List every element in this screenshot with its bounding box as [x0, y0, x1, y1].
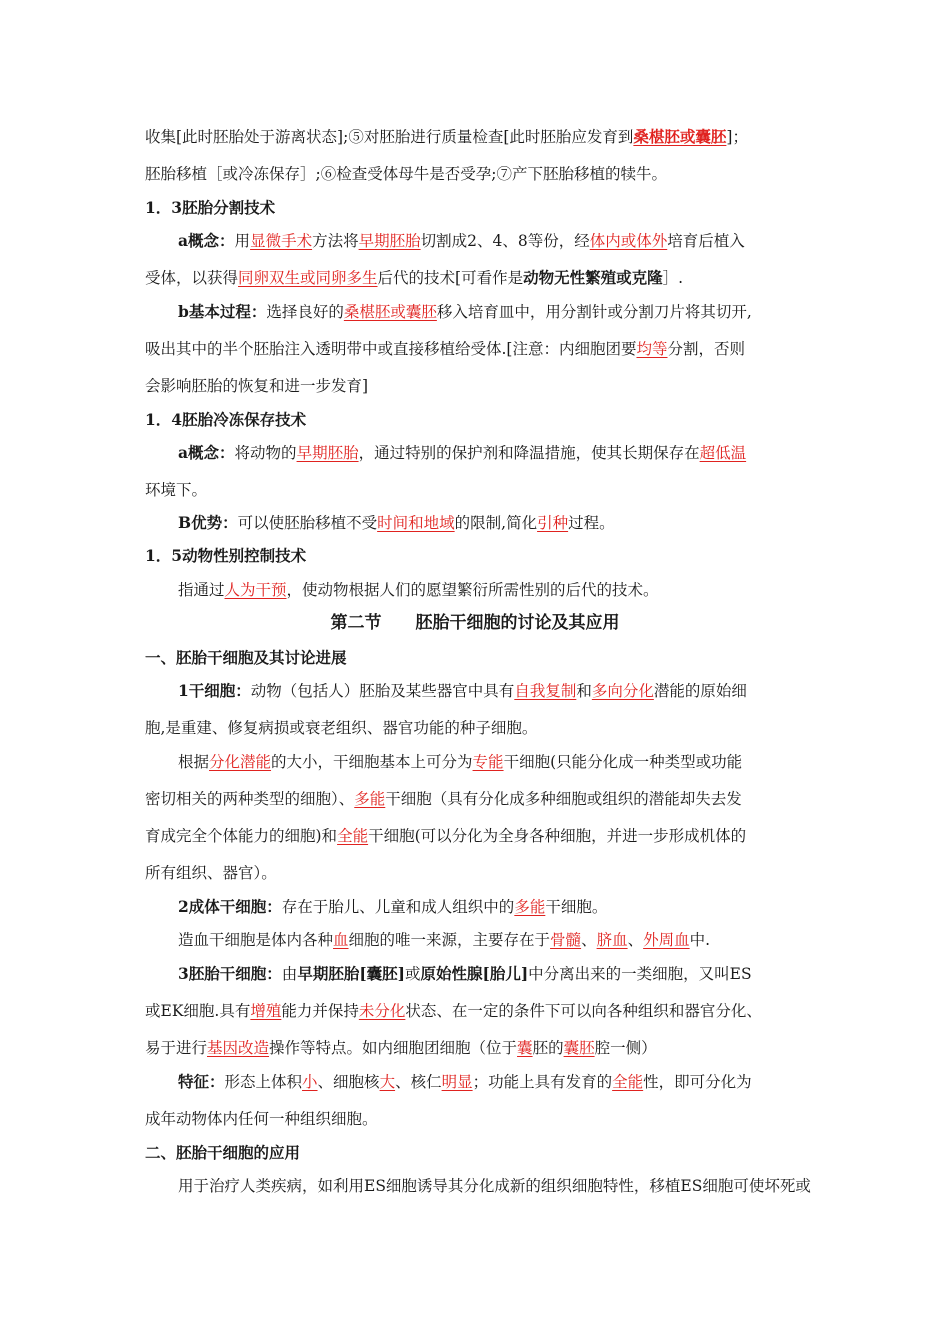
- heading-part-1: 一、胚胎干细胞及其讨论进展: [145, 648, 347, 667]
- key-term: 血: [333, 931, 349, 949]
- text-line: 成年动物体内任何一种组织细胞。: [145, 1110, 378, 1128]
- key-term: 均等: [636, 340, 668, 358]
- label: b基本过程：: [178, 302, 267, 321]
- text-line: a概念：将动物的早期胚胎，通过特别的保护剂和降温措施，使其长期保存在超低温: [178, 443, 747, 462]
- text-line: 密切相关的两种类型的细胞）、多能干细胞（具有分化成多种细胞或组织的潜能却失去发: [145, 790, 742, 808]
- label: 2成体干细胞：: [178, 897, 282, 916]
- key-term: 多能: [354, 790, 386, 808]
- label: a概念：: [178, 443, 235, 462]
- text-line: 用于治疗人类疾病，如利用ES细胞诱导其分化成新的组织细胞特性，移植ES细胞可使坏死或: [178, 1177, 811, 1195]
- key-term: 早期胚胎: [296, 444, 359, 462]
- key-term: 大: [379, 1073, 396, 1091]
- key-term: 基因改造: [207, 1039, 270, 1057]
- text-line: 会影响胚胎的恢复和进一步发育]: [145, 377, 369, 395]
- key-term: 分化潜能: [209, 753, 272, 771]
- key-term: 引种: [537, 514, 569, 532]
- key-term: 自我复制: [514, 682, 577, 700]
- bold-term: 原始性腺[胎儿]: [420, 964, 529, 983]
- key-term: 专能: [472, 753, 504, 771]
- label: 1干细胞：: [178, 681, 251, 700]
- key-term: 明显: [441, 1073, 473, 1091]
- heading-1-5: 1．5动物性别控制技术: [145, 546, 307, 565]
- key-term: 多向分化: [591, 682, 654, 700]
- text-line: 吸出其中的半个胚胎注入透明带中或直接移植给受体.[注意：内细胞团要均等分割，否则: [145, 340, 746, 358]
- key-term: 桑椹胚或囊胚: [633, 127, 727, 146]
- key-term: 脐血: [596, 931, 628, 949]
- heading-part-2: 二、胚胎干细胞的应用: [145, 1143, 301, 1162]
- text-line: 2成体干细胞：存在于胎儿、儿童和成人组织中的多能干细胞。: [178, 897, 608, 916]
- text-line: 胞,是重建、修复病损或衰老组织、器官功能的种子细胞。: [145, 719, 538, 737]
- key-term: 同卵双生或同卵多生: [238, 269, 378, 287]
- bold-term: 早期胚胎[囊胚]: [297, 964, 405, 983]
- text-line: 3胚胎干细胞：由早期胚胎[囊胚]或原始性腺[胎儿]中分离出来的一类细胞，又叫ES: [178, 964, 752, 983]
- key-term: 超低温: [699, 444, 747, 462]
- label: B优势：: [178, 513, 238, 532]
- text-line: B优势：可以使胚胎移植不受时间和地域的限制,简化引种过程。: [178, 513, 615, 532]
- bold-term: 动物无性繁殖或克隆: [523, 268, 663, 287]
- key-term: 桑椹胚或囊胚: [343, 303, 437, 321]
- key-term: 体内或体外: [589, 232, 668, 250]
- key-term: 多能: [514, 898, 546, 916]
- text-line: b基本过程：选择良好的桑椹胚或囊胚移入培育皿中，用分割针或分割刀片将其切开,: [178, 302, 752, 321]
- text-line: 指通过人为干预，使动物根据人们的愿望繁衍所需性别的后代的技术。: [178, 581, 659, 599]
- label: a概念：: [178, 231, 235, 250]
- text-line: 收集[此时胚胎处于游离状态];⑤对胚胎进行质量检查[此时胚胎应发育到桑椹胚或囊胚]；: [145, 127, 748, 146]
- key-term: 人为干预: [224, 581, 287, 599]
- key-term: 囊: [517, 1039, 533, 1057]
- key-term: 显微手术: [250, 232, 313, 250]
- text-line: 环境下。: [145, 481, 208, 499]
- section-title: 第二节 胚胎干细胞的讨论及其应用: [330, 613, 620, 633]
- key-term: 囊胚: [563, 1039, 595, 1057]
- key-term: 外周血: [643, 931, 690, 949]
- key-term: 时间和地域: [377, 514, 455, 532]
- key-term: 增殖: [250, 1002, 282, 1020]
- text-line: 1干细胞：动物（包括人）胚胎及某些器官中具有自我复制和多向分化潜能的原始细: [178, 681, 747, 700]
- key-term: 早期胚胎: [358, 232, 421, 250]
- text-line: 胚胎移植［或冷冻保存］;⑥检查受体母牛是否受孕;⑦产下胚胎移植的犊牛。: [145, 165, 667, 183]
- key-term: 全能: [337, 827, 369, 845]
- key-term: 全能: [612, 1073, 644, 1091]
- text-line: 受体，以获得同卵双生或同卵多生后代的技术[可看作是动物无性繁殖或克隆］.: [145, 268, 684, 287]
- label: 特征：: [178, 1072, 225, 1091]
- text-line: 造血干细胞是体内各种血细胞的唯一来源，主要存在于骨髓、脐血、外周血中.: [178, 931, 711, 949]
- key-term: 小: [302, 1073, 318, 1091]
- key-term: 骨髓: [550, 931, 582, 949]
- heading-1-4: 1．4胚胎冷冻保存技术: [145, 410, 307, 429]
- text-line: 或EK细胞.具有增殖能力并保持未分化状态、在一定的条件下可以向各种组织和器官分化、: [145, 1002, 762, 1020]
- text-line: 易于进行基因改造操作等特点。如内细胞团细胞（位于囊胚的囊胚腔一侧）: [145, 1039, 657, 1057]
- heading-1-3: 1．3胚胎分割技术: [145, 198, 276, 217]
- text-line: 根据分化潜能的大小，干细胞基本上可分为专能干细胞(只能分化成一种类型或功能: [178, 753, 743, 771]
- label: 3胚胎干细胞：: [178, 964, 282, 983]
- text-line: 所有组织、器官）。: [145, 864, 277, 882]
- key-term: 未分化: [358, 1002, 406, 1020]
- text-line: 特征：形态上体积小、细胞核大、核仁明显；功能上具有发育的全能性，即可分化为: [178, 1072, 752, 1091]
- text-line: 育成完全个体能力的细胞)和全能干细胞(可以分化为全身各种细胞，并进一步形成机体的: [145, 827, 747, 845]
- text-line: a概念：用显微手术方法将早期胚胎切割成2、4、8等份，经体内或体外培育后植入: [178, 231, 745, 250]
